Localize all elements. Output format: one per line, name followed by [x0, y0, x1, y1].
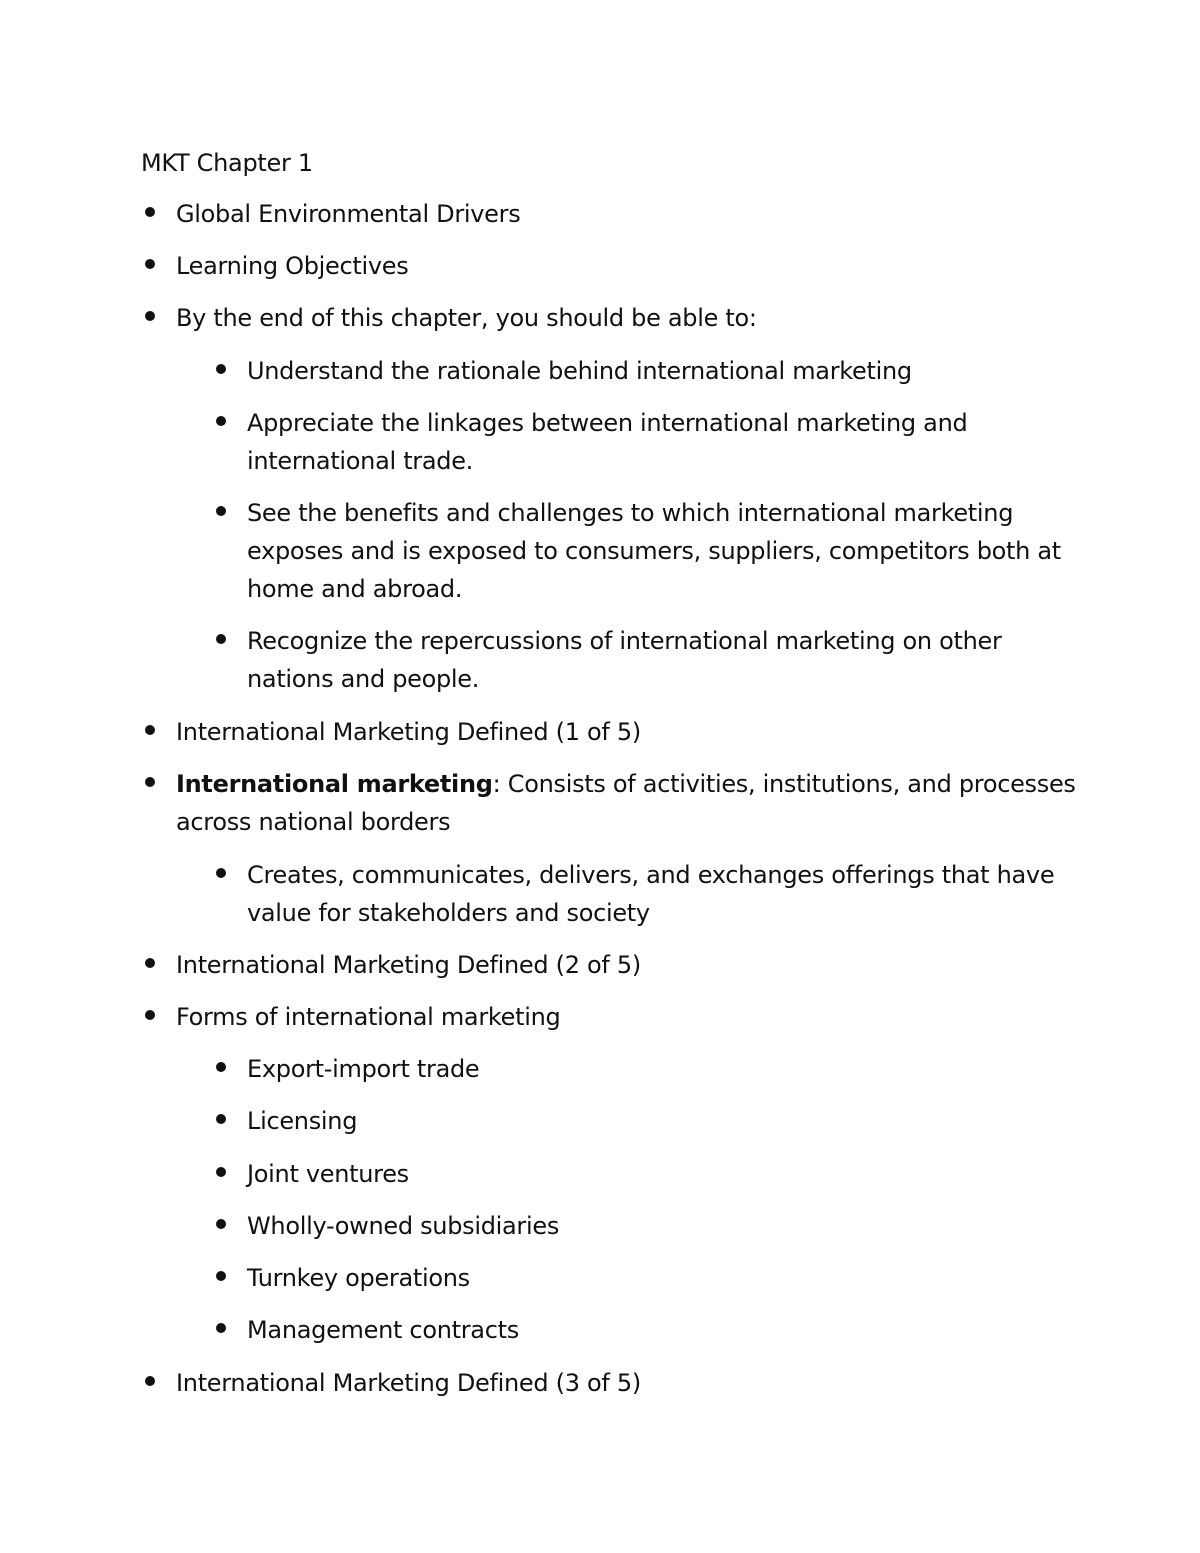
list-item-text: Turnkey operations	[247, 1264, 470, 1292]
list-item-text: Forms of international marketing	[176, 1003, 561, 1031]
bullet-icon	[216, 1323, 226, 1333]
sub-list-item	[247, 1155, 1087, 1193]
bullet-icon	[145, 958, 155, 968]
list-item-text: By the end of this chapter, you should be able to:	[176, 304, 757, 332]
list-item-text: International Marketing Defined (2 of 5)	[176, 951, 641, 979]
list-item-text: International Marketing Defined (1 of 5)	[176, 718, 641, 746]
list-item-text: Creates, communicates, delivers, and exchanges offerings that have value for stakeholders and society	[247, 861, 1055, 927]
list-item	[176, 946, 1076, 984]
sub-list-item	[247, 352, 1087, 390]
list-item	[176, 765, 1076, 841]
sub-list-item	[247, 494, 1087, 608]
list-item	[176, 713, 1076, 751]
sub-list-item	[247, 404, 1087, 480]
sub-list-item	[247, 1259, 1087, 1297]
bullet-icon	[145, 1010, 155, 1020]
bullet-icon	[216, 1219, 226, 1229]
list-item-text: See the benefits and challenges to which international marketing exposes and is exposed to consumers, suppliers, competitors both at home and abroad.	[247, 499, 1061, 603]
sub-list-item	[247, 1207, 1087, 1245]
document-title: MKT Chapter 1	[141, 149, 313, 177]
definition-text: : Consists of activities, institutions, and processes across national borders	[176, 770, 1076, 836]
list-item-text: Global Environmental Drivers	[176, 200, 521, 228]
sub-list-item	[247, 1311, 1087, 1349]
list-item-text: Export-import trade	[247, 1055, 480, 1083]
bullet-icon	[216, 1062, 226, 1072]
bullet-icon	[145, 1376, 155, 1386]
bullet-icon	[145, 777, 155, 787]
list-item-text: Understand the rationale behind international marketing	[247, 357, 912, 385]
bullet-icon	[145, 259, 155, 269]
bullet-icon	[145, 311, 155, 321]
bullet-icon	[145, 725, 155, 735]
list-item-text: Recognize the repercussions of international marketing on other nations and people.	[247, 627, 1002, 693]
list-item-text: International Marketing Defined (3 of 5)	[176, 1369, 641, 1397]
list-item-text: Wholly-owned subsidiaries	[247, 1212, 560, 1240]
bullet-icon	[216, 1271, 226, 1281]
bullet-icon	[216, 506, 226, 516]
sub-list-item	[247, 1102, 1087, 1140]
bullet-icon	[216, 634, 226, 644]
list-item-text: Licensing	[247, 1107, 358, 1135]
bullet-icon	[216, 1114, 226, 1124]
sub-list-item	[247, 856, 1087, 932]
list-item-text: Management contracts	[247, 1316, 519, 1344]
list-item	[176, 195, 1076, 233]
bullet-icon	[216, 364, 226, 374]
bullet-icon	[216, 416, 226, 426]
list-item	[176, 1364, 1076, 1402]
list-item	[176, 299, 1076, 337]
sub-list-item	[247, 622, 1087, 698]
bullet-icon	[216, 1167, 226, 1177]
bullet-icon	[216, 868, 226, 878]
list-item-text: Learning Objectives	[176, 252, 409, 280]
list-item	[176, 998, 1076, 1036]
list-item	[176, 247, 1076, 285]
list-item-text: Appreciate the linkages between international marketing and international trade.	[247, 409, 968, 475]
list-item-text: Joint ventures	[247, 1160, 409, 1188]
bullet-icon	[145, 207, 155, 217]
sub-list-item	[247, 1050, 1087, 1088]
definition-term: International marketing	[176, 770, 493, 798]
